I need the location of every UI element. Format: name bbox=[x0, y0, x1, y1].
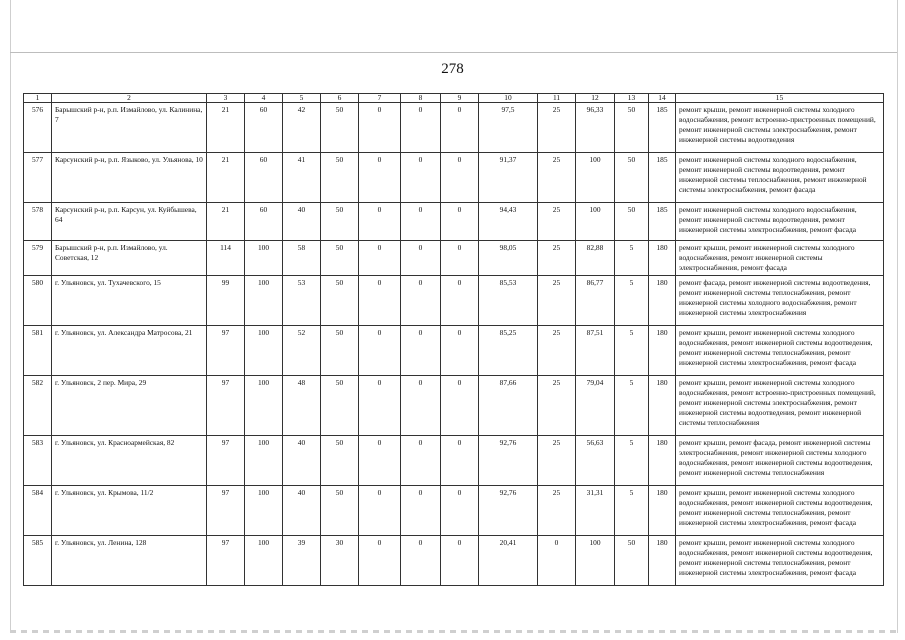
value-cell: 98,05 bbox=[479, 241, 538, 276]
value-cell: 97,5 bbox=[479, 103, 538, 153]
works-cell: ремонт крыши, ремонт инженерной системы холодного водоснабжения, ремонт инженерной системы водоотведения, ремонт инженерной системы теплоснабжения, ремонт инженерной системы электроснабжения, ремонт фасада bbox=[676, 326, 884, 376]
works-cell: ремонт инженерной системы холодного водоснабжения, ремонт инженерной системы водоотведения, ремонт инженерной системы теплоснабжения, ремонт инженерной системы электроснабжения, ремонт фасада bbox=[676, 153, 884, 203]
column-header: 8 bbox=[401, 94, 441, 103]
value-cell: 0 bbox=[401, 536, 441, 586]
works-cell: ремонт фасада, ремонт инженерной системы водоотведения, ремонт инженерной системы теплоснабжения, ремонт инженерной системы холодного водоснабжения, ремонт инженерной системы электроснабжения bbox=[676, 276, 884, 326]
value-cell: 50 bbox=[615, 203, 649, 241]
value-cell: 60 bbox=[245, 153, 283, 203]
value-cell: 180 bbox=[649, 276, 676, 326]
value-cell: 92,76 bbox=[479, 436, 538, 486]
works-cell: ремонт крыши, ремонт инженерной системы холодного водоснабжения, ремонт встроенно-пристроенных помещений, ремонт инженерной системы электроснабжения, ремонт инженерной системы водоотведения bbox=[676, 103, 884, 153]
row-number-cell: 581 bbox=[24, 326, 52, 376]
value-cell: 100 bbox=[245, 536, 283, 586]
value-cell: 97 bbox=[207, 436, 245, 486]
value-cell: 40 bbox=[283, 436, 321, 486]
value-cell: 92,76 bbox=[479, 486, 538, 536]
address-cell: г. Ульяновск, 2 пер. Мира, 29 bbox=[52, 376, 207, 436]
value-cell: 0 bbox=[441, 103, 479, 153]
column-header: 14 bbox=[649, 94, 676, 103]
value-cell: 21 bbox=[207, 203, 245, 241]
value-cell: 180 bbox=[649, 326, 676, 376]
value-cell: 100 bbox=[576, 153, 615, 203]
works-cell: ремонт крыши, ремонт инженерной системы холодного водоснабжения, ремонт инженерной системы водоотведения, ремонт инженерной системы теплоснабжения, ремонт инженерной системы электроснабжения, ремонт фасада bbox=[676, 536, 884, 586]
value-cell: 100 bbox=[245, 276, 283, 326]
value-cell: 0 bbox=[401, 103, 441, 153]
value-cell: 100 bbox=[245, 326, 283, 376]
value-cell: 42 bbox=[283, 103, 321, 153]
value-cell: 0 bbox=[441, 153, 479, 203]
value-cell: 5 bbox=[615, 276, 649, 326]
value-cell: 185 bbox=[649, 153, 676, 203]
value-cell: 0 bbox=[441, 436, 479, 486]
value-cell: 25 bbox=[538, 103, 576, 153]
value-cell: 100 bbox=[245, 436, 283, 486]
column-header: 15 bbox=[676, 94, 884, 103]
table-row bbox=[24, 536, 884, 586]
table-row bbox=[24, 376, 884, 436]
value-cell: 60 bbox=[245, 203, 283, 241]
row-number-cell: 578 bbox=[24, 203, 52, 241]
value-cell: 0 bbox=[359, 241, 401, 276]
value-cell: 0 bbox=[401, 486, 441, 536]
value-cell: 21 bbox=[207, 153, 245, 203]
address-cell: Барышский р-н, р.п. Измайлово, ул. Советская, 12 bbox=[52, 241, 207, 276]
value-cell: 25 bbox=[538, 203, 576, 241]
value-cell: 100 bbox=[576, 536, 615, 586]
value-cell: 82,88 bbox=[576, 241, 615, 276]
value-cell: 0 bbox=[401, 241, 441, 276]
table-row bbox=[24, 103, 884, 153]
value-cell: 50 bbox=[615, 153, 649, 203]
column-header: 1 bbox=[24, 94, 52, 103]
table-row bbox=[24, 241, 884, 276]
works-cell: ремонт крыши, ремонт фасада, ремонт инженерной системы электроснабжения, ремонт инженерной системы холодного водоснабжения, ремонт инженерной системы водоотведения, ремонт инженерной системы теплоснабжения bbox=[676, 436, 884, 486]
table-row bbox=[24, 326, 884, 376]
column-header: 7 bbox=[359, 94, 401, 103]
value-cell: 50 bbox=[615, 536, 649, 586]
address-cell: г. Ульяновск, ул. Ленина, 128 bbox=[52, 536, 207, 586]
value-cell: 0 bbox=[359, 376, 401, 436]
value-cell: 85,53 bbox=[479, 276, 538, 326]
table-row bbox=[24, 486, 884, 536]
value-cell: 40 bbox=[283, 486, 321, 536]
value-cell: 0 bbox=[359, 486, 401, 536]
value-cell: 0 bbox=[359, 536, 401, 586]
row-number-cell: 584 bbox=[24, 486, 52, 536]
value-cell: 50 bbox=[321, 326, 359, 376]
value-cell: 180 bbox=[649, 536, 676, 586]
page-top-rule bbox=[10, 52, 897, 53]
scan-edge bbox=[10, 630, 897, 633]
value-cell: 85,25 bbox=[479, 326, 538, 376]
value-cell: 0 bbox=[538, 536, 576, 586]
value-cell: 25 bbox=[538, 153, 576, 203]
address-cell: г. Ульяновск, ул. Красноармейская, 82 bbox=[52, 436, 207, 486]
value-cell: 5 bbox=[615, 376, 649, 436]
column-header: 12 bbox=[576, 94, 615, 103]
value-cell: 41 bbox=[283, 153, 321, 203]
value-cell: 0 bbox=[401, 203, 441, 241]
value-cell: 50 bbox=[321, 241, 359, 276]
value-cell: 25 bbox=[538, 486, 576, 536]
value-cell: 5 bbox=[615, 436, 649, 486]
value-cell: 0 bbox=[359, 103, 401, 153]
value-cell: 97 bbox=[207, 326, 245, 376]
value-cell: 0 bbox=[359, 276, 401, 326]
address-cell: Барышский р-н, р.п. Измайлово, ул. Калинина, 7 bbox=[52, 103, 207, 153]
value-cell: 50 bbox=[321, 153, 359, 203]
row-number-cell: 577 bbox=[24, 153, 52, 203]
value-cell: 21 bbox=[207, 103, 245, 153]
value-cell: 0 bbox=[441, 241, 479, 276]
value-cell: 180 bbox=[649, 486, 676, 536]
column-header: 3 bbox=[207, 94, 245, 103]
value-cell: 5 bbox=[615, 486, 649, 536]
value-cell: 0 bbox=[441, 276, 479, 326]
value-cell: 0 bbox=[359, 326, 401, 376]
value-cell: 97 bbox=[207, 376, 245, 436]
value-cell: 100 bbox=[245, 241, 283, 276]
row-number-cell: 583 bbox=[24, 436, 52, 486]
value-cell: 185 bbox=[649, 203, 676, 241]
row-number-cell: 576 bbox=[24, 103, 52, 153]
address-cell: г. Ульяновск, ул. Александра Матросова, 21 bbox=[52, 326, 207, 376]
value-cell: 0 bbox=[441, 376, 479, 436]
value-cell: 25 bbox=[538, 376, 576, 436]
value-cell: 60 bbox=[245, 103, 283, 153]
value-cell: 97 bbox=[207, 486, 245, 536]
address-cell: г. Ульяновск, ул. Тухачевского, 15 bbox=[52, 276, 207, 326]
value-cell: 25 bbox=[538, 326, 576, 376]
value-cell: 0 bbox=[359, 203, 401, 241]
page-number: 278 bbox=[441, 61, 464, 77]
value-cell: 100 bbox=[245, 376, 283, 436]
value-cell: 0 bbox=[401, 326, 441, 376]
value-cell: 50 bbox=[615, 103, 649, 153]
row-number-cell: 579 bbox=[24, 241, 52, 276]
value-cell: 50 bbox=[321, 436, 359, 486]
value-cell: 185 bbox=[649, 103, 676, 153]
value-cell: 91,37 bbox=[479, 153, 538, 203]
value-cell: 0 bbox=[359, 153, 401, 203]
value-cell: 97 bbox=[207, 536, 245, 586]
address-cell: г. Ульяновск, ул. Крымова, 11/2 bbox=[52, 486, 207, 536]
value-cell: 48 bbox=[283, 376, 321, 436]
value-cell: 31,31 bbox=[576, 486, 615, 536]
value-cell: 40 bbox=[283, 203, 321, 241]
value-cell: 96,33 bbox=[576, 103, 615, 153]
column-header: 10 bbox=[479, 94, 538, 103]
works-cell: ремонт крыши, ремонт инженерной системы холодного водоснабжения, ремонт инженерной системы водоотведения, ремонт инженерной системы теплоснабжения, ремонт инженерной системы электроснабжения, ремонт фасада bbox=[676, 486, 884, 536]
value-cell: 53 bbox=[283, 276, 321, 326]
address-cell: Карсунский р-н, р.п. Языково, ул. Ульянова, 10 bbox=[52, 153, 207, 203]
column-header: 11 bbox=[538, 94, 576, 103]
value-cell: 50 bbox=[321, 203, 359, 241]
value-cell: 39 bbox=[283, 536, 321, 586]
value-cell: 50 bbox=[321, 486, 359, 536]
value-cell: 180 bbox=[649, 436, 676, 486]
value-cell: 94,43 bbox=[479, 203, 538, 241]
value-cell: 0 bbox=[401, 436, 441, 486]
table-body bbox=[24, 94, 884, 586]
row-number-cell: 582 bbox=[24, 376, 52, 436]
column-header: 2 bbox=[52, 94, 207, 103]
value-cell: 87,51 bbox=[576, 326, 615, 376]
value-cell: 52 bbox=[283, 326, 321, 376]
value-cell: 5 bbox=[615, 326, 649, 376]
value-cell: 0 bbox=[441, 326, 479, 376]
value-cell: 56,63 bbox=[576, 436, 615, 486]
value-cell: 0 bbox=[441, 203, 479, 241]
value-cell: 100 bbox=[245, 486, 283, 536]
works-cell: ремонт крыши, ремонт инженерной системы холодного водоснабжения, ремонт встроенно-пристроенных помещений, ремонт инженерной системы электроснабжения, ремонт инженерной системы водоотведения, ремонт инженерной системы теплоснабжения bbox=[676, 376, 884, 436]
value-cell: 25 bbox=[538, 276, 576, 326]
value-cell: 87,66 bbox=[479, 376, 538, 436]
table-row bbox=[24, 203, 884, 241]
value-cell: 50 bbox=[321, 376, 359, 436]
value-cell: 180 bbox=[649, 241, 676, 276]
column-header: 9 bbox=[441, 94, 479, 103]
value-cell: 0 bbox=[401, 153, 441, 203]
column-header: 6 bbox=[321, 94, 359, 103]
value-cell: 50 bbox=[321, 276, 359, 326]
value-cell: 0 bbox=[359, 436, 401, 486]
value-cell: 50 bbox=[321, 103, 359, 153]
value-cell: 0 bbox=[441, 536, 479, 586]
value-cell: 5 bbox=[615, 241, 649, 276]
value-cell: 20,41 bbox=[479, 536, 538, 586]
column-header: 4 bbox=[245, 94, 283, 103]
row-number-cell: 585 bbox=[24, 536, 52, 586]
value-cell: 180 bbox=[649, 376, 676, 436]
value-cell: 25 bbox=[538, 436, 576, 486]
address-cell: Карсунский р-н, р.п. Карсун, ул. Куйбышева, 64 bbox=[52, 203, 207, 241]
repair-schedule-table bbox=[23, 93, 884, 586]
works-cell: ремонт инженерной системы холодного водоснабжения, ремонт инженерной системы водоотведения, ремонт инженерной системы электроснабжения, ремонт фасада bbox=[676, 203, 884, 241]
value-cell: 100 bbox=[576, 203, 615, 241]
value-cell: 25 bbox=[538, 241, 576, 276]
row-number-cell: 580 bbox=[24, 276, 52, 326]
value-cell: 58 bbox=[283, 241, 321, 276]
value-cell: 99 bbox=[207, 276, 245, 326]
table-row bbox=[24, 153, 884, 203]
value-cell: 0 bbox=[401, 376, 441, 436]
value-cell: 30 bbox=[321, 536, 359, 586]
table-row bbox=[24, 276, 884, 326]
value-cell: 79,04 bbox=[576, 376, 615, 436]
column-header: 13 bbox=[615, 94, 649, 103]
value-cell: 0 bbox=[441, 486, 479, 536]
column-header: 5 bbox=[283, 94, 321, 103]
value-cell: 114 bbox=[207, 241, 245, 276]
value-cell: 0 bbox=[401, 276, 441, 326]
table-row bbox=[24, 436, 884, 486]
column-number-row bbox=[24, 94, 884, 103]
works-cell: ремонт крыши, ремонт инженерной системы холодного водоснабжения, ремонт инженерной системы электроснабжения, ремонт фасада bbox=[676, 241, 884, 276]
value-cell: 86,77 bbox=[576, 276, 615, 326]
